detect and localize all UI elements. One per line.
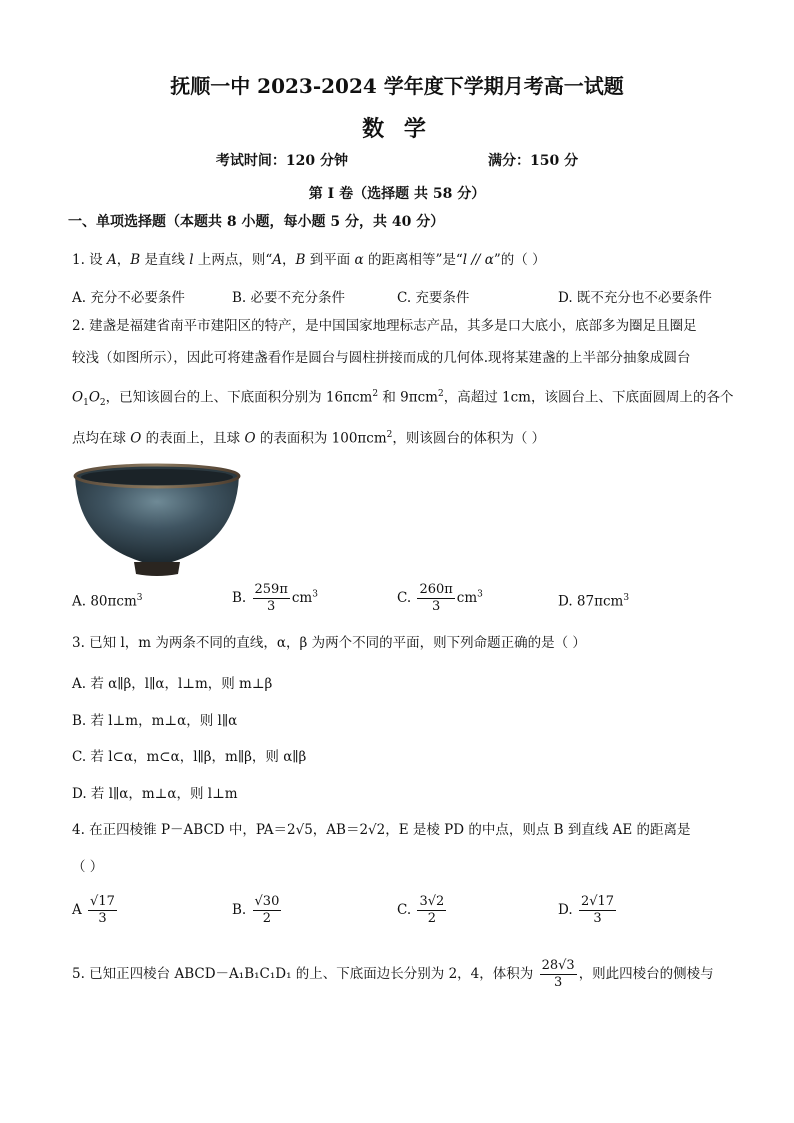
q2-line-4: 点均在球 O 的表面上，且球 O 的表面积为 100πcm$^2$，则该圆台的体积为（ ） — [72, 430, 546, 447]
q1-option-d: D. 既不充分也不必要条件 — [558, 290, 712, 306]
q4-option-a: A $\frac{√17}{3}$ — [72, 894, 115, 926]
exam-score: 满分：150 分 — [488, 153, 579, 169]
q4-option-d: D. $\frac{2√17}{3}$ — [558, 894, 615, 926]
section-heading: 一、单项选择题（本题共 8 小题，每小题 5 分，共 40 分） — [68, 214, 445, 230]
exam-meta — [0, 150, 794, 170]
q2-option-b: B. $\frac{259\pi}{3}$ $cm^3$ — [232, 582, 318, 614]
q3-option-c: C. 若 l⊂α，m⊂α，l∥β，m∥β，则 α∥β — [72, 749, 307, 765]
q2-option-c: C. $\frac{260\pi}{3}$ $cm^3$ — [397, 582, 483, 614]
q5-stem: 5. 已知正四棱台 ABCD－A₁B₁C₁D₁ 的上、下底面边长分别为 2，4，体积为 $\frac{28√3}{3}$ ，则此四棱台的侧棱与 — [72, 958, 714, 990]
q2-option-d: D. 87πcm$^3$ — [558, 593, 630, 610]
q3-stem: 3. 已知 l，m 为两条不同的直线，α，β 为两个不同的平面，则下列命题正确的是（ ） — [72, 635, 586, 651]
q1-option-b: B. 必要不充分条件 — [232, 290, 346, 306]
q1-option-c: C. 充要条件 — [397, 290, 470, 306]
exam-title: 抚顺一中 2023-2024 学年度下学期月考高一试题 — [170, 74, 624, 98]
question-1-stem: 1. 设 A，B 是直线 l 上两点，则“A，B 到平面 α 的距离相等”是“l // α”的（ ） — [72, 252, 546, 268]
q4-option-c: C. $\frac{3√2}{2}$ — [397, 894, 445, 926]
exam-time: 考试时间：120 分钟 — [215, 153, 348, 169]
q1-option-a: A. 充分不必要条件 — [72, 290, 185, 306]
volume-heading: 第 I 卷（选择题 共 58 分） — [308, 186, 486, 202]
q3-option-d: D. 若 l∥α，m⊥α，则 l⊥m — [72, 786, 238, 802]
q3-option-b: B. 若 l⊥m，m⊥α，则 l∥α — [72, 713, 238, 729]
q4-paren: （ ） — [72, 859, 104, 875]
q2-option-a: A. 80πcm$^3$ — [72, 593, 143, 610]
q3-option-a: A. 若 α∥β，l∥α，l⊥m，则 m⊥β — [72, 676, 273, 692]
q4-option-b: B. $\frac{√30}{2}$ — [232, 894, 280, 926]
subject-title: 数 学 — [362, 116, 432, 142]
jian-zhan-bowl-image — [72, 462, 242, 580]
q2-line-1: 2. 建盏是福建省南平市建阳区的特产，是中国国家地理标志产品，其多是口大底小，底部多为圈足且圈足 — [72, 318, 697, 334]
q2-line-3: $O_1O_2$，已知该圆台的上、下底面积分别为 16πcm$^2$ 和 9πcm$^2$，高超过 1cm，该圆台上、下底面圆周上的各个 — [72, 389, 734, 409]
q4-stem: 4. 在正四棱锥 P－ABCD 中，PA＝2√5，AB＝2√2，E 是棱 PD 的中点，则点 B 到直线 AE 的距离是 — [72, 822, 691, 838]
q2-line-2: 较浅（如图所示），因此可将建盏看作是圆台与圆柱拼接而成的几何体.现将某建盏的上半部分抽象成圆台 — [72, 350, 691, 366]
